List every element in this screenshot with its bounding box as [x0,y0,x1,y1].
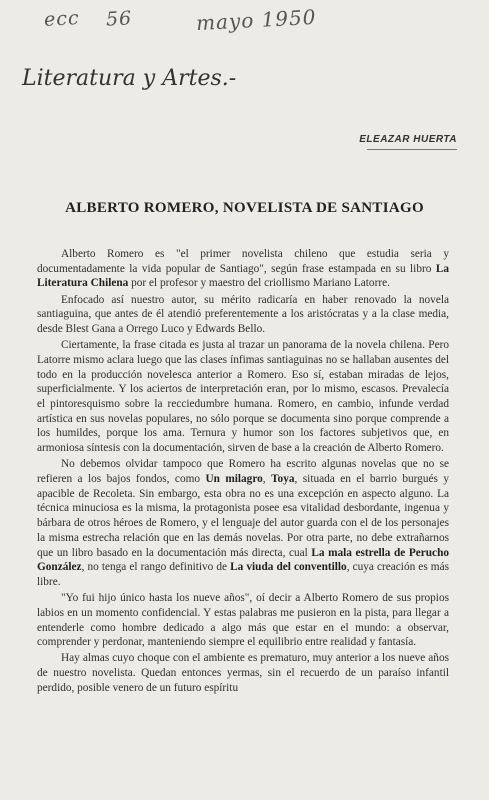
paragraph: Enfocado así nuestro autor, su mérito radicaría en haber renovado la novela santiaguina, que antes de él atendió preferentemente a los aristócratas y a la clase media, desde Blest Gana a Orrego Luco y Edwards Bello. [37,293,449,336]
paragraph: No debemos olvidar tampoco que Romero ha escrito algunas novelas que no se refieren a los bajos fondos, como Un milagro, Toya, situada en el barrio burgués y apacible de Recoleta. Sin embargo, esta obra no es una excepción en aspecto alguno. La técnica minuciosa es la misma, la protagonista posee esa vitalidad desbordante, ingenua y bárbara de otros héroes de Romero, y el lenguaje del autor guarda con el de los personajes la misma estrecha relación que en las demás novelas. Por otra parte, no debe extrañarnos que un libro basado en la documentación más directa, cual La mala estrella de Perucho González, no tenga el rango definitivo de La viuda del conventillo, cuya creación es más libre. [37,458,450,588]
article-title: ALBERTO ROMERO, NOVELISTA DE SANTIAGO [65,200,424,216]
paragraph: Ciertamente, la frase citada es justa al trazar un panorama de la novela chilena. Pero Latorre mismo aclara luego que las clases ínfimas santiaguinas no se hallaban ausentes del todo en la producción novelesca anterior a Romero. Eso sí, estaban miradas de lejos, superficialmente. Y los aciertos de interpretación eran, por lo mismo, escasos. Prevalecía el pintoresquismo sobre la recciedumbre humana. Romero, en cambio, infunde verdad artística en sus novelas populares, no sólo porque se documenta sino porque comprende a los humildes, porque los ama. Ternura y humor son los factores subjetivos que, en armoniosa síntesis con la documentación, sirven de base a la creación de Alberto Romero. [37,339,449,455]
handwritten-number: 56 [105,7,133,31]
section-title: Literatura y Artes.- [22,66,237,91]
paragraph: Alberto Romero es "el primer novelista chileno que estudia seria y documentadamente la vida popular de Santiago", según frase estampada en su libro La Literatura Chilena por el profesor y maestro del criollismo Mariano Latorre. [37,248,449,290]
handwritten-date: mayo 1950 [195,4,318,36]
paragraph: "Yo fui hijo único hasta los nueve años", oí decir a Alberto Romero de sus propios labios en un momento confidencial. Y estas palabras me pusieron en la pista, para llegar a entenderle como hombre dedicado a algo más que estar en el mundo: a observar, comprender y perdonar, manteniendo siempre el equilibrio entre realidad y fantasía. [37,592,449,649]
paragraph: Hay almas cuyo choque con el ambiente es prematuro, muy anterior a los nueve años de nuestro novelista. Quedan entonces yermas, sin el recuerdo de un paraíso infantil perdido, posible venero de un futuro espíritu [37,652,449,694]
handwritten-reference: ecc [43,7,81,31]
article-body [37,247,449,697]
author-underline [367,149,457,150]
author-name: ELEAZAR HUERTA [359,134,457,145]
